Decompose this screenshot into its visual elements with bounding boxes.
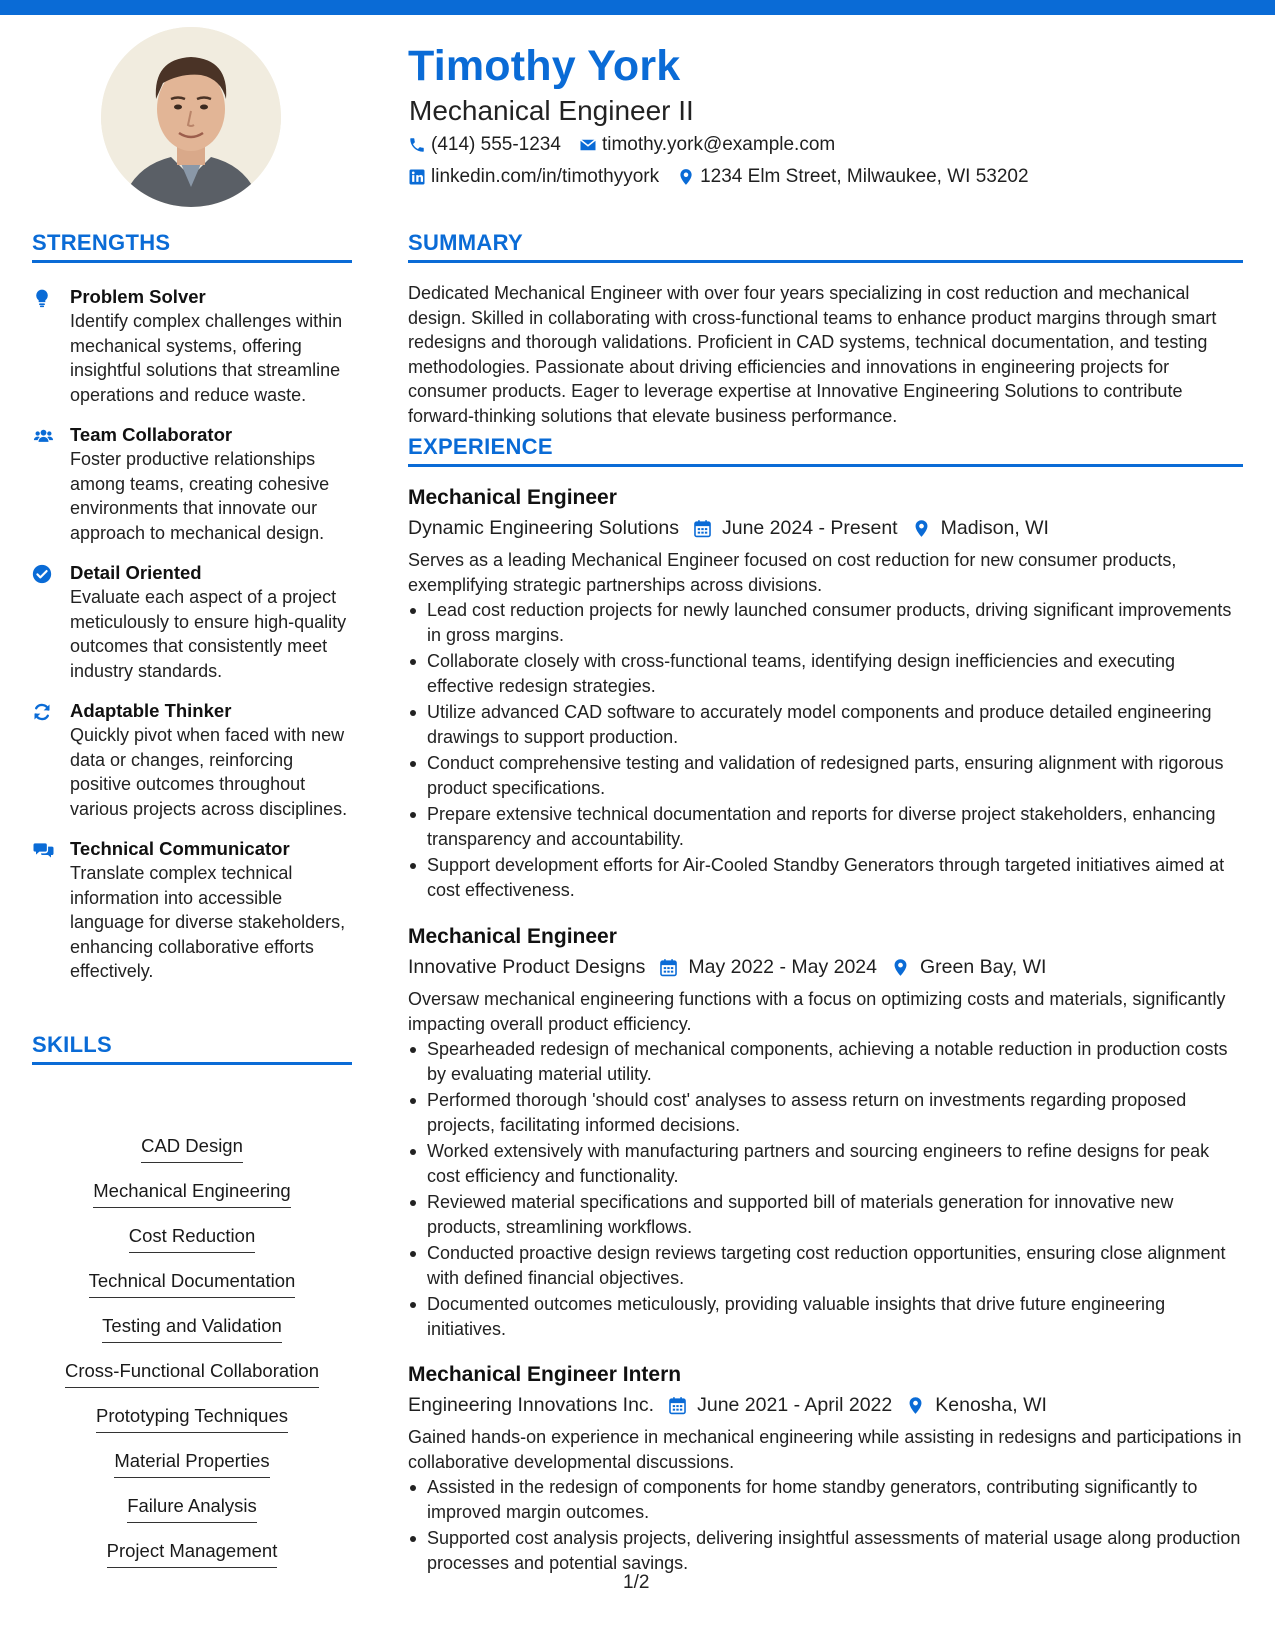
top-accent-bar	[0, 0, 1275, 15]
strength-item	[32, 423, 352, 545]
list-item: Supported cost analysis projects, delivering insightful assessments of material usage along production processes and potential savings.	[408, 1526, 1243, 1575]
calendar-icon	[668, 1396, 687, 1415]
map-pin-icon	[677, 168, 695, 186]
contact-row-1	[408, 134, 853, 156]
email-contact[interactable]	[579, 134, 835, 156]
lightbulb-icon	[32, 285, 58, 407]
skill-item: Cost Reduction	[32, 1224, 352, 1269]
job-meta	[408, 514, 1243, 542]
job-role: Mechanical Engineer	[408, 486, 617, 509]
job-role: Mechanical Engineer	[408, 925, 617, 948]
experience-heading: EXPERIENCE	[408, 434, 553, 459]
strength-text: Translate complex technical information into accessible language for diverse stakeholders, enhancing collaborative efforts effectively.	[70, 863, 346, 981]
profile-photo	[101, 27, 281, 207]
job-company: Engineering Innovations Inc.	[408, 1394, 655, 1416]
strength-item	[32, 837, 352, 984]
address-text: 1234 Elm Street, Milwaukee, WI 53202	[700, 166, 1029, 187]
skill-item: Project Management	[32, 1539, 352, 1584]
list-item: Support development efforts for Air-Cooled Standby Generators through targeted initiatives aimed at cost effectiveness.	[408, 853, 1243, 902]
skill-item: Technical Documentation	[32, 1269, 352, 1314]
strength-text: Foster productive relationships among teams, creating cohesive environments that innovate our approach to mechanical design.	[70, 449, 330, 543]
summary-rule	[408, 260, 1243, 263]
check-circle-icon	[32, 561, 58, 683]
phone-icon	[408, 136, 426, 154]
address-contact	[677, 166, 1028, 188]
strength-item	[32, 699, 352, 821]
contact-row-2	[408, 166, 1047, 188]
skill-item: Testing and Validation	[32, 1314, 352, 1359]
summary-text: Dedicated Mechanical Engineer with over four years specializing in cost reduction and mechanical design. Skilled in collaborating with cross-functional teams to enhance product margins through smart redesigns and thorough validations. Proficient in CAD systems, technical documentation, and testing methodologies. Passionate about driving efficiencies and innovations in engineering projects for consumer products. Eager to leverage expertise at Innovative Engineering Solutions to contribute forward-thinking solutions that elevate business performance.	[408, 283, 1217, 426]
email-text[interactable]: timothy.york@example.com	[601, 134, 836, 155]
list-item: Performed thorough 'should cost' analyses to assess return on investments regarding proposed projects, facilitating informed decisions.	[408, 1088, 1243, 1137]
job-entry	[408, 1361, 1243, 1577]
job-bullets	[408, 1037, 1243, 1341]
experience-rule	[408, 464, 1243, 467]
list-item: Worked extensively with manufacturing partners and sourcing engineers to refine designs for peak cost efficiency and functionality.	[408, 1139, 1243, 1188]
skills-heading: SKILLS	[32, 1032, 113, 1057]
map-pin-icon	[912, 519, 931, 538]
strengths-heading: STRENGTHS	[32, 230, 171, 255]
skill-item: CAD Design	[32, 1134, 352, 1179]
job-description: Gained hands-on experience in mechanical engineering while assisting in redesigns and participations in collaborative developmental discussions.	[408, 1427, 1242, 1472]
skill-item: Material Properties	[32, 1449, 352, 1494]
job-description: Serves as a leading Mechanical Engineer focused on cost reduction for new consumer products, exemplifying strategic partnerships across divisions.	[408, 550, 1177, 595]
skills-list	[32, 1134, 352, 1584]
skills-rule	[32, 1062, 352, 1065]
list-item: Utilize advanced CAD software to accurately model components and produce detailed engineering drawings to support production.	[408, 700, 1243, 749]
strength-title: Adaptable Thinker	[70, 700, 232, 721]
strength-item	[32, 285, 352, 407]
job-meta	[408, 1391, 1243, 1419]
job-bullets	[408, 1475, 1243, 1575]
job-dates: May 2022 - May 2024	[688, 956, 877, 978]
job-meta	[408, 953, 1243, 981]
skill-item: Mechanical Engineering	[32, 1179, 352, 1224]
map-pin-icon	[906, 1396, 925, 1415]
page-number: 1/2	[623, 1572, 650, 1593]
envelope-icon	[579, 136, 597, 154]
calendar-icon	[693, 519, 712, 538]
linkedin-text[interactable]: linkedin.com/in/timothyyork	[431, 166, 660, 187]
refresh-icon	[32, 699, 58, 821]
list-item: Conducted proactive design reviews targeting cost reduction opportunities, ensuring close alignment with defined financial objectives.	[408, 1241, 1243, 1290]
calendar-icon	[659, 958, 678, 977]
list-item: Spearheaded redesign of mechanical components, achieving a notable reduction in production costs by evaluating material utility.	[408, 1037, 1243, 1086]
candidate-name: Timothy York	[408, 42, 681, 90]
strength-text: Quickly pivot when faced with new data or changes, reinforcing positive outcomes throughout various projects across disciplines.	[70, 725, 348, 819]
list-item: Documented outcomes meticulously, providing valuable insights that drive future engineering initiatives.	[408, 1292, 1243, 1341]
strength-title: Team Collaborator	[70, 424, 233, 445]
job-company: Dynamic Engineering Solutions	[408, 517, 679, 539]
phone-text: (414) 555-1234	[431, 134, 561, 155]
map-pin-icon	[891, 958, 910, 977]
candidate-title: Mechanical Engineer II	[409, 95, 694, 126]
job-dates: June 2024 - Present	[721, 517, 898, 539]
job-entry	[408, 923, 1243, 1343]
strengths-list	[32, 285, 352, 1000]
strengths-rule	[32, 260, 352, 263]
job-description: Oversaw mechanical engineering functions with a focus on optimizing costs and materials, significantly impacting overall product efficiency.	[408, 989, 1226, 1034]
strength-item	[32, 561, 352, 683]
strength-title: Problem Solver	[70, 286, 206, 307]
job-dates: June 2021 - April 2022	[697, 1394, 893, 1416]
list-item: Assisted in the redesign of components for home standby generators, contributing significantly to improved margin outcomes.	[408, 1475, 1243, 1524]
linkedin-icon	[408, 168, 426, 186]
job-role: Mechanical Engineer Intern	[408, 1363, 682, 1386]
summary-heading: SUMMARY	[408, 230, 523, 255]
list-item: Prepare extensive technical documentation and reports for diverse project stakeholders, enhancing transparency and accountability.	[408, 802, 1243, 851]
strength-text: Identify complex challenges within mechanical systems, offering insightful solutions that streamline operations and reduce waste.	[70, 311, 343, 405]
job-bullets	[408, 598, 1243, 902]
phone-contact	[408, 134, 561, 156]
list-item: Lead cost reduction projects for newly launched consumer products, driving significant improvements in gross margins.	[408, 598, 1243, 647]
list-item: Reviewed material specifications and supported bill of materials generation for innovative new products, streamlining workflows.	[408, 1190, 1243, 1239]
comments-icon	[32, 837, 58, 984]
linkedin-contact[interactable]	[408, 166, 659, 188]
skill-item: Prototyping Techniques	[32, 1404, 352, 1449]
job-location: Green Bay, WI	[920, 956, 1047, 978]
list-item: Conduct comprehensive testing and validation of redesigned parts, ensuring alignment with rigorous product specifications.	[408, 751, 1243, 800]
strength-title: Detail Oriented	[70, 562, 202, 583]
job-location: Kenosha, WI	[935, 1394, 1047, 1416]
users-icon	[32, 423, 58, 545]
strength-title: Technical Communicator	[70, 838, 290, 859]
list-item: Collaborate closely with cross-functional teams, identifying design inefficiencies and executing effective redesign strategies.	[408, 649, 1243, 698]
job-company: Innovative Product Designs	[408, 956, 646, 978]
skill-item: Failure Analysis	[32, 1494, 352, 1539]
job-entry	[408, 484, 1243, 904]
strength-text: Evaluate each aspect of a project meticulously to ensure high-quality outcomes that consistently meet industry standards.	[70, 587, 347, 681]
job-location: Madison, WI	[940, 517, 1049, 539]
skill-item: Cross-Functional Collaboration	[32, 1359, 352, 1404]
